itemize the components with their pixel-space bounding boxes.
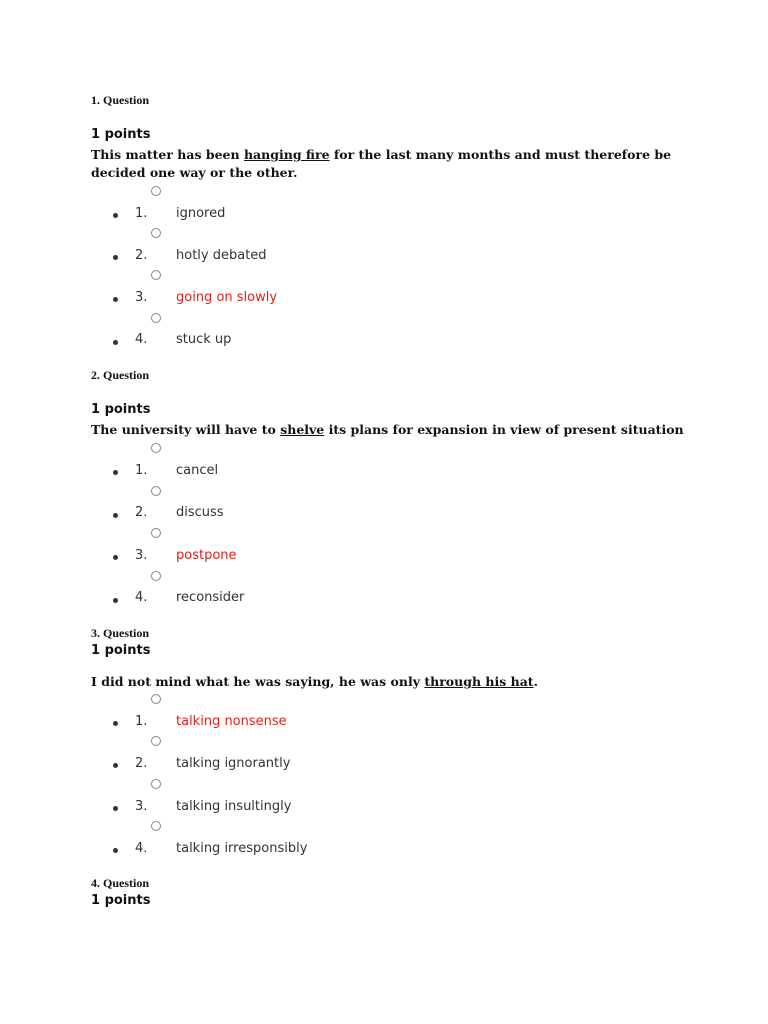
option-text[interactable]: talking irresponsibly bbox=[176, 841, 308, 856]
question-text-before: I did not mind what he was saying, he was only bbox=[91, 674, 425, 689]
option-text-correct[interactable]: going on slowly bbox=[176, 290, 278, 305]
option-number: 4. bbox=[135, 332, 148, 347]
option-text[interactable]: talking ignorantly bbox=[176, 756, 291, 771]
option-number: 2. bbox=[135, 248, 148, 263]
question-text-after: for the last many months and must therefore be decided one way or the other. bbox=[91, 147, 672, 180]
list-bullet bbox=[113, 213, 118, 218]
option-number: 3. bbox=[135, 548, 148, 563]
option-text-correct[interactable]: talking nonsense bbox=[176, 714, 287, 729]
question-text bbox=[91, 421, 691, 439]
option-number: 4. bbox=[135, 590, 148, 605]
list-bullet bbox=[113, 297, 118, 302]
question-points: 1 points bbox=[91, 402, 151, 417]
option-radio[interactable] bbox=[151, 313, 161, 323]
list-bullet bbox=[113, 806, 118, 811]
list-bullet bbox=[113, 598, 118, 603]
option-radio[interactable] bbox=[151, 736, 161, 746]
option-radio[interactable] bbox=[151, 486, 161, 496]
option-text[interactable]: cancel bbox=[176, 463, 219, 478]
option-radio[interactable] bbox=[151, 694, 161, 704]
option-number: 1. bbox=[135, 206, 148, 221]
list-bullet bbox=[113, 848, 118, 853]
option-number: 1. bbox=[135, 463, 148, 478]
option-number: 1. bbox=[135, 714, 148, 729]
option-text[interactable]: hotly debated bbox=[176, 248, 267, 263]
list-bullet bbox=[113, 763, 118, 768]
question-text bbox=[91, 146, 691, 182]
question-text-after: . bbox=[533, 674, 538, 689]
question-highlight: shelve bbox=[280, 422, 325, 437]
list-bullet bbox=[113, 340, 118, 345]
option-number: 2. bbox=[135, 756, 148, 771]
list-bullet bbox=[113, 470, 118, 475]
list-bullet bbox=[113, 513, 118, 518]
option-radio[interactable] bbox=[151, 571, 161, 581]
question-text-after: its plans for expansion in view of present situation bbox=[324, 422, 684, 437]
question-points: 1 points bbox=[91, 893, 151, 908]
option-text[interactable]: discuss bbox=[176, 505, 224, 520]
question-text bbox=[91, 673, 691, 691]
question-label: 2. Question bbox=[91, 368, 150, 382]
list-bullet bbox=[113, 721, 118, 726]
option-text[interactable]: stuck up bbox=[176, 332, 232, 347]
question-text-before: This matter has been bbox=[91, 147, 244, 162]
option-radio[interactable] bbox=[151, 270, 161, 280]
question-label: 3. Question bbox=[91, 626, 150, 640]
list-bullet bbox=[113, 555, 118, 560]
question-highlight: hanging fire bbox=[243, 147, 330, 162]
list-bullet bbox=[113, 255, 118, 260]
option-radio[interactable] bbox=[151, 228, 161, 238]
option-text[interactable]: ignored bbox=[176, 206, 226, 221]
question-points: 1 points bbox=[91, 643, 151, 658]
question-highlight: through his hat bbox=[424, 674, 534, 689]
option-number: 4. bbox=[135, 841, 148, 856]
option-radio[interactable] bbox=[151, 821, 161, 831]
option-number: 2. bbox=[135, 505, 148, 520]
option-text[interactable]: talking insultingly bbox=[176, 799, 292, 814]
option-text-correct[interactable]: postpone bbox=[176, 548, 237, 563]
option-radio[interactable] bbox=[151, 779, 161, 789]
option-number: 3. bbox=[135, 290, 148, 305]
option-radio[interactable] bbox=[151, 186, 161, 196]
option-number: 3. bbox=[135, 799, 148, 814]
question-points: 1 points bbox=[91, 127, 151, 142]
question-text-before: The university will have to bbox=[91, 422, 281, 437]
option-radio[interactable] bbox=[151, 443, 161, 453]
question-label: 1. Question bbox=[91, 93, 150, 107]
option-radio[interactable] bbox=[151, 528, 161, 538]
option-text[interactable]: reconsider bbox=[176, 590, 245, 605]
question-label: 4. Question bbox=[91, 876, 150, 890]
